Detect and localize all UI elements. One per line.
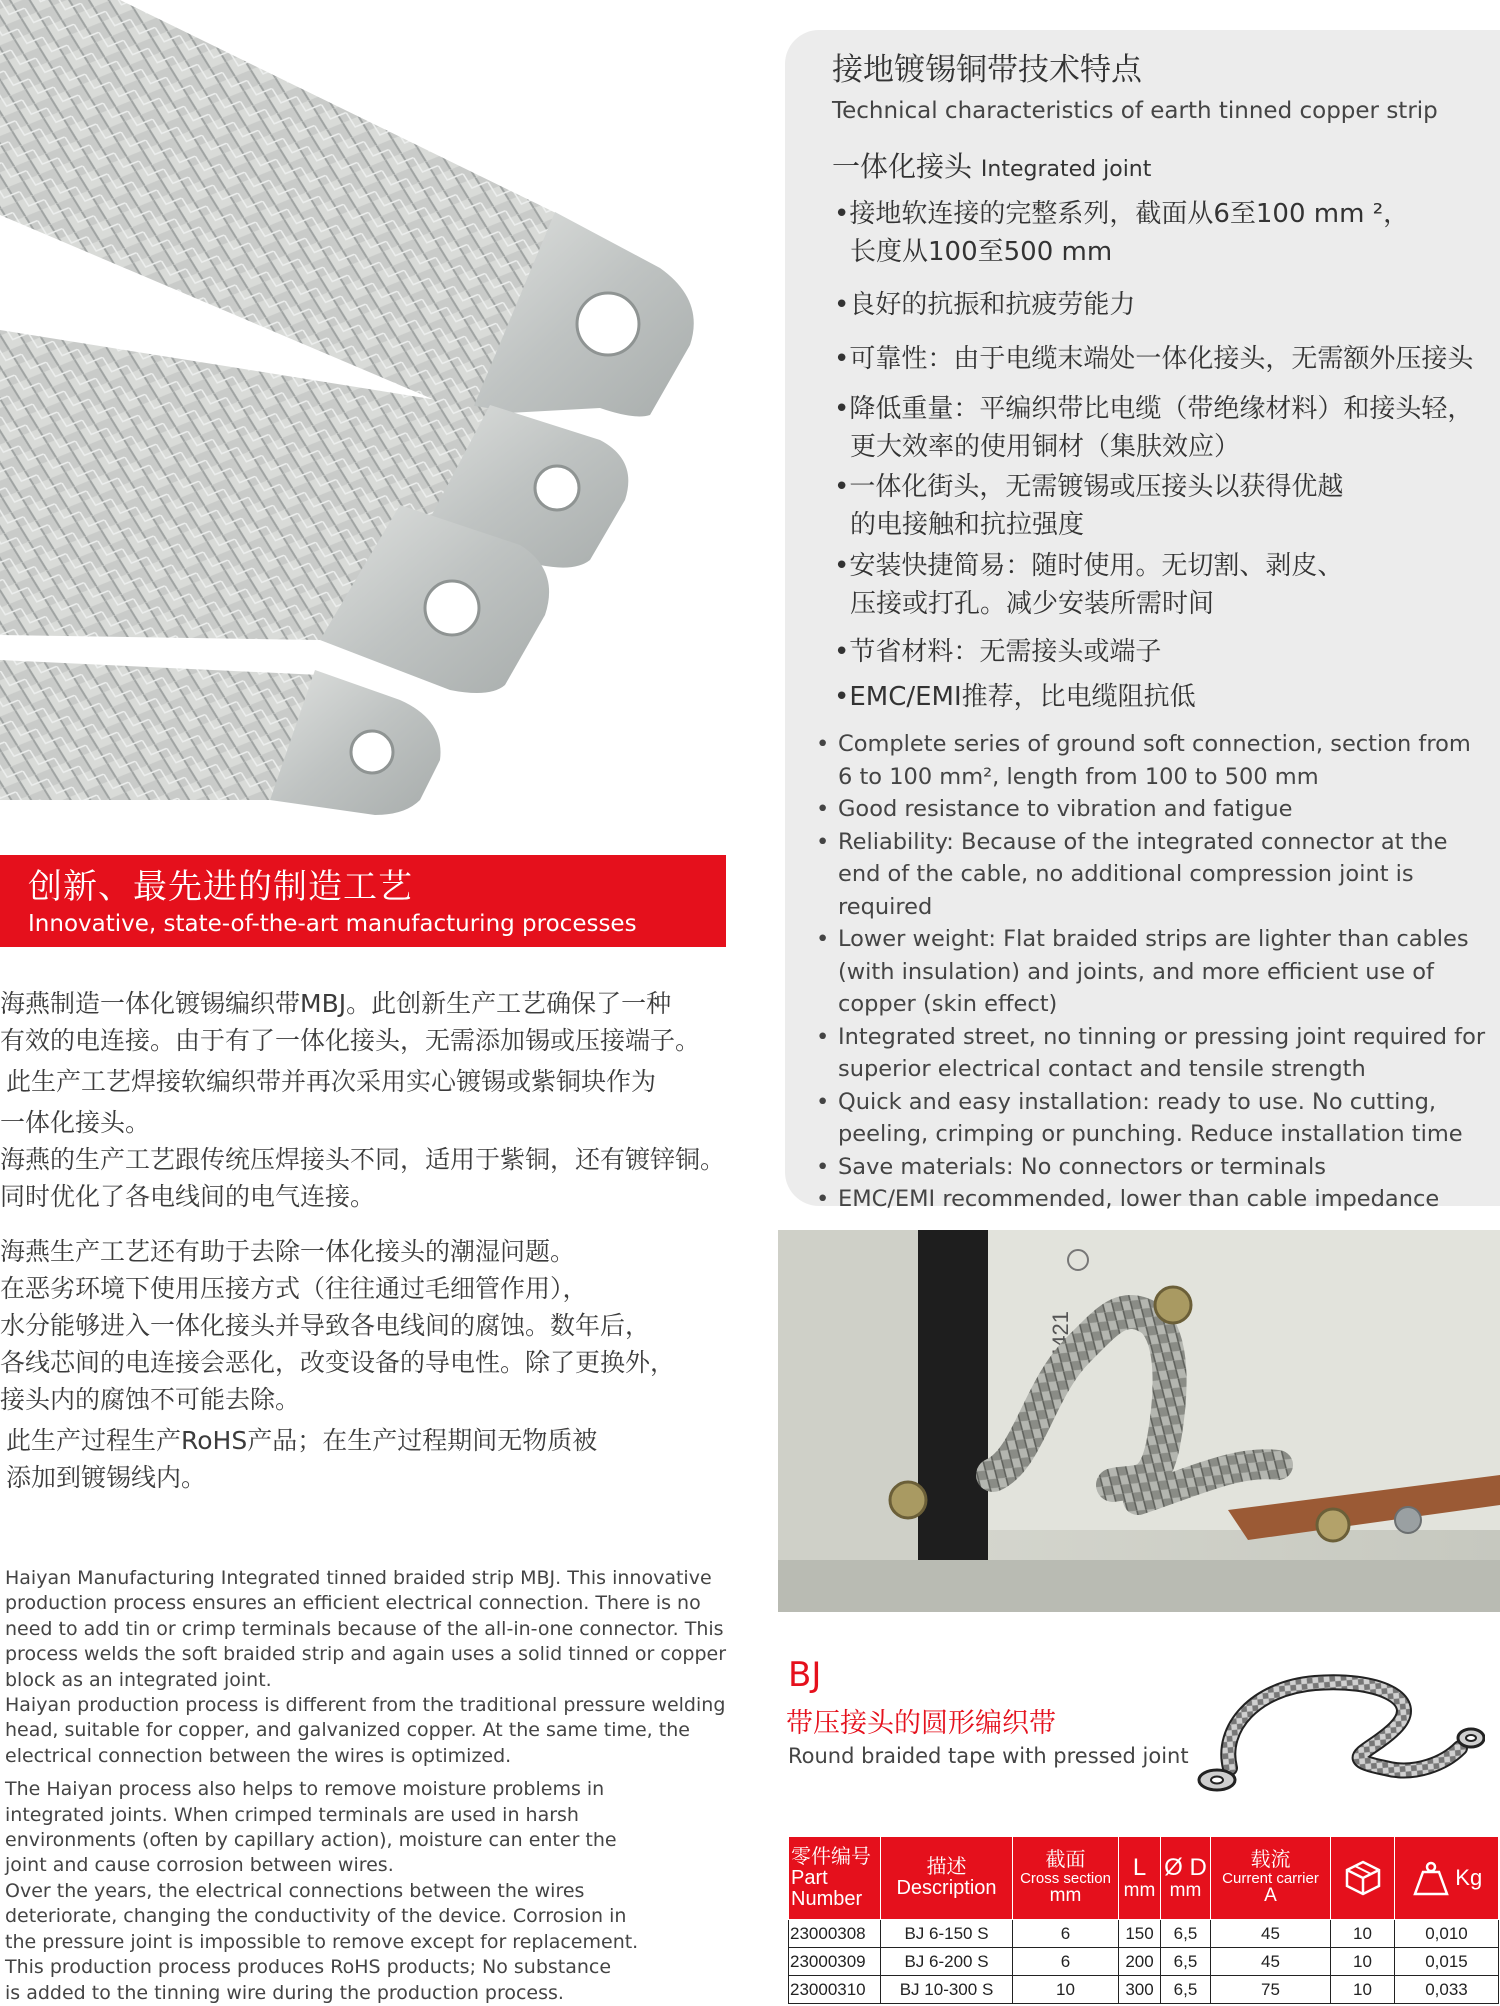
en-line: head, suitable for copper, and galvanized copper. At the same time, the: [5, 1719, 690, 1742]
feature-cn-item: •可靠性：由于电缆末端处一体化接头，无需额外压接头: [834, 344, 1474, 374]
cn-line: 海燕的生产工艺跟传统压焊接头不同，适用于紫铜，还有镀锌铜。: [0, 1145, 726, 1174]
en-line: This production process produces RoHS products; No substance: [5, 1956, 612, 1979]
panel-subtitle: Technical characteristics of earth tinned copper strip: [832, 98, 1438, 124]
cn-line: 此生产工艺焊接软编织带并再次采用实心镀锡或紫铜块作为: [6, 1067, 657, 1096]
feature-cn-item: •一体化街头，无需镀锡或压接头以获得优越 的电接触和抗拉强度: [834, 472, 1344, 540]
process-description-cn: [0, 985, 770, 1496]
cn-line: 各线芯间的电连接会恶化，改变设备的导电性。除了更换外，: [0, 1348, 676, 1377]
en-line: integrated joints. When crimped terminals are used in harsh: [5, 1803, 579, 1826]
specification-table: [788, 1836, 1499, 2004]
integrated-joint-heading: [832, 148, 1151, 189]
joint-heading-cn: 一体化接头: [832, 150, 973, 183]
feature-en-item: • Complete series of ground soft connection, section from 6 to 100 mm², length from 100 to 500 mm: [812, 728, 1492, 793]
feature-en-item: • Lower weight: Flat braided strips are lighter than cables (with insulation) and joints, and more efficient use of copper (skin effect): [812, 923, 1492, 1021]
feature-cn-item: •EMC/EMI推荐，比电缆阻抗低: [834, 682, 1196, 712]
en-line: process welds the soft braided strip and again uses a solid tinned or copper: [5, 1643, 727, 1666]
cn-line: 在恶劣环境下使用压接方式（往往通过毛细管作用），: [0, 1274, 588, 1303]
cn-line: 有效的电连接。由于有了一体化接头，无需添加锡或压接端子。: [0, 1026, 701, 1055]
weight-icon: [1411, 1858, 1451, 1898]
lug-hole: [577, 293, 639, 355]
en-line: joint and cause corrosion between wires.: [5, 1854, 394, 1877]
braid-strip: [0, 660, 320, 800]
feature-cn-item: •安装快捷简易：随时使用。无切割、剥皮、 压接或打孔。减少安装所需时间: [834, 551, 1344, 619]
table-row: 23000308 BJ 6-150 S 6 150 6,5 45 10 0,010: [789, 1920, 1499, 1948]
lug-hole: [351, 731, 393, 773]
en-line: the pressure joint is impossible to remove except for replacement.: [5, 1930, 639, 1953]
cn-line: 一体化接头。: [0, 1108, 151, 1137]
braided-strips-photo: [0, 0, 740, 830]
cn-line: 水分能够进入一体化接头并导致各电线间的腐蚀。数年后，: [0, 1311, 651, 1340]
process-description-en: [5, 1566, 750, 2006]
en-line: electrical connection between the wires is optimized.: [5, 1744, 512, 1767]
installation-photo: [778, 1230, 1500, 1612]
en-line: need to add tin or crimp terminals because of the all-in-one connector. This: [5, 1617, 724, 1640]
en-line: environments (often by capillary action), moisture can enter the: [5, 1829, 617, 1852]
feature-cn-item: •接地软连接的完整系列，截面从6至100 mm ²， 长度从100至500 mm: [834, 199, 1410, 267]
feature-cn-item: •降低重量：平编织带比电缆（带绝缘材料）和接头轻， 更大效率的使用铜材（集肤效应）: [834, 394, 1474, 462]
feature-en-item: • Good resistance to vibration and fatigue: [812, 793, 1492, 826]
col-current: 载流 Current carrier A: [1211, 1837, 1331, 1920]
col-cross-section: 截面 Cross section mm: [1013, 1837, 1119, 1920]
cn-line: 海燕生产工艺还有助于去除一体化接头的潮湿问题。: [0, 1237, 576, 1266]
en-line: block as an integrated joint.: [5, 1668, 272, 1691]
en-line: Haiyan production process is different from the traditional pressure welding: [5, 1694, 726, 1717]
table-row: 23000310 BJ 10-300 S 10 300 6,5 75 10 0,033: [789, 1976, 1499, 2004]
weight-unit: Kg: [1455, 1865, 1483, 1890]
table-header-row: [789, 1837, 1499, 1920]
panel-title: 接地镀锡铜带技术特点: [832, 52, 1142, 88]
feature-en-item: • Reliability: Because of the integrated connector at the end of the cable, no additional compression joint is required: [812, 826, 1492, 924]
lug-hole: [535, 466, 579, 510]
en-line: The Haiyan process also helps to remove moisture problems in: [5, 1778, 605, 1801]
feature-en-item: • Quick and easy installation: ready to use. No cutting, peeling, crimping or punching. Reduce installation time: [812, 1086, 1492, 1151]
feature-cn-item: •节省材料：无需接头或端子: [834, 637, 1162, 667]
feature-en-item: • EMC/EMI recommended, lower than cable impedance: [812, 1183, 1492, 1216]
table-row: 23000309 BJ 6-200 S 6 200 6,5 45 10 0,015: [789, 1948, 1499, 1976]
en-line: Over the years, the electrical connections between the wires: [5, 1879, 585, 1902]
cn-line: 海燕制造一体化镀锡编织带MBJ。此创新生产工艺确保了一种: [0, 989, 672, 1018]
feature-cn-item: •良好的抗振和抗疲劳能力: [834, 290, 1136, 320]
product-name-en: Round braided tape with pressed joint: [788, 1744, 1189, 1768]
en-line: deteriorate, changing the conductivity of the device. Corrosion in: [5, 1905, 627, 1928]
en-line: is added to the tinning wire during the production process.: [5, 1981, 564, 2004]
round-braided-tape-photo: [1195, 1668, 1485, 1796]
lug-hole: [425, 581, 479, 635]
cn-line: 添加到镀锡线内。: [6, 1463, 207, 1492]
col-part-number: 零件编号 Part Number: [789, 1837, 881, 1920]
cn-line: 此生产过程生产RoHS产品；在生产过程期间无物质被: [6, 1426, 598, 1455]
col-weight: [1395, 1837, 1499, 1920]
process-banner: [0, 855, 726, 947]
feature-en-item: • Save materials: No connectors or terminals: [812, 1151, 1492, 1184]
cn-line: 接头内的腐蚀不可能去除。: [0, 1385, 301, 1414]
banner-title-en: Innovative, state-of-the-art manufacturing processes: [28, 911, 637, 937]
en-line: Haiyan Manufacturing Integrated tinned braided strip MBJ. This innovative: [5, 1567, 712, 1589]
package-box-icon: [1341, 1854, 1385, 1898]
col-package: [1331, 1837, 1395, 1920]
product-name-cn: 带压接头的圆形编织带: [786, 1708, 1056, 1739]
col-length: L mm: [1119, 1837, 1161, 1920]
feature-en-item: • Integrated street, no tinning or pressing joint required for superior electrical contact and tensile strength: [812, 1021, 1492, 1086]
features-en-list: [812, 728, 1492, 1216]
product-code: BJ: [788, 1655, 822, 1695]
col-description: 描述 Description: [881, 1837, 1013, 1920]
banner-title-cn: 创新、最先进的制造工艺: [28, 867, 413, 907]
cn-line: 同时优化了各电线间的电气连接。: [0, 1182, 376, 1211]
joint-heading-en: Integrated joint: [980, 157, 1152, 182]
en-line: production process ensures an efficient electrical connection. There is no: [5, 1592, 701, 1615]
panel-marking-label: 4421: [1048, 1311, 1073, 1360]
col-diameter: Ø D mm: [1161, 1837, 1211, 1920]
